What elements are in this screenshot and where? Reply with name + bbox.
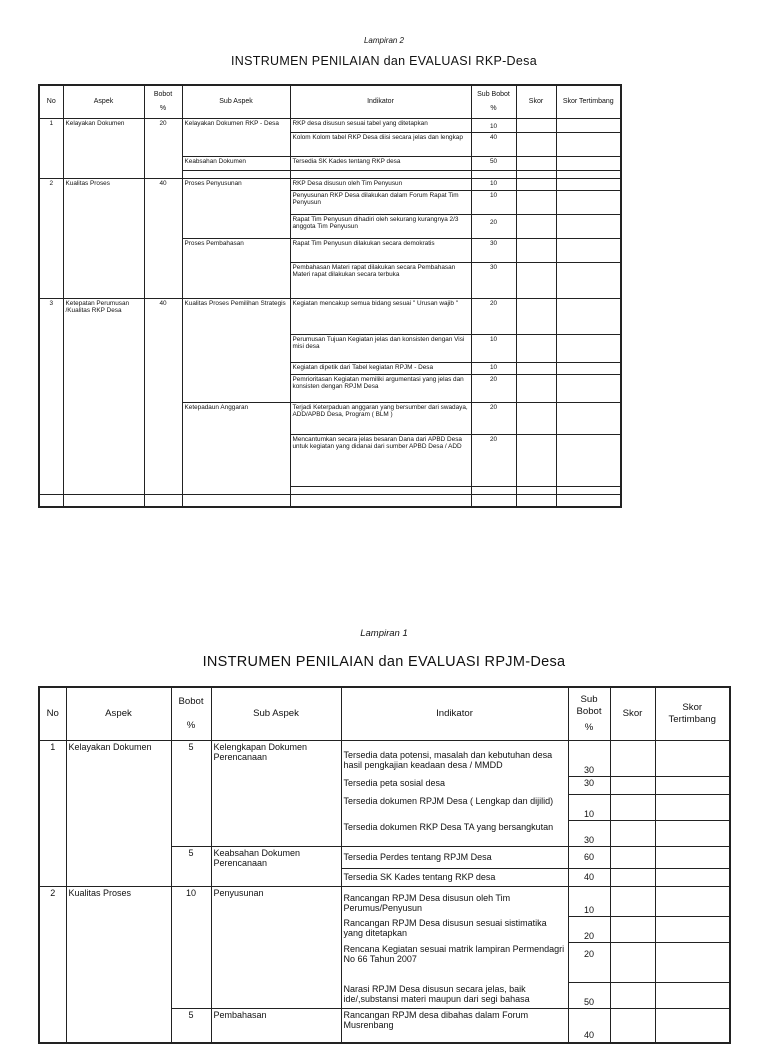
cell-aspek: Kualitas Proses bbox=[63, 179, 144, 299]
cell-sub-bobot: 20 bbox=[568, 917, 610, 943]
cell-sub-bobot: 10 bbox=[568, 795, 610, 821]
cell-sub-bobot: 20 bbox=[471, 375, 516, 403]
cell-indikator: Rapat Tim Penyusun dihadiri oleh sekurang kurangnya 2/3 anggota Tim Penyusun bbox=[290, 215, 471, 239]
cell-skor bbox=[610, 741, 655, 777]
cell-skor-tertimbang bbox=[655, 795, 730, 821]
cell-skor bbox=[516, 363, 556, 375]
cell-sub-bobot: 40 bbox=[568, 869, 610, 887]
cell-indikator: Tersedia Perdes tentang RPJM Desa bbox=[341, 847, 568, 869]
cell-skor bbox=[610, 777, 655, 795]
cell-sub-aspek: Keabsahan Dokumen bbox=[182, 157, 290, 171]
cell-bobot: 10 bbox=[171, 887, 211, 1009]
cell-sub-aspek: Pembahasan bbox=[211, 1009, 341, 1043]
cell-indikator: Penyusunan RKP Desa dilakukan dalam Forum Rapat Tim Penyusun bbox=[290, 191, 471, 215]
cell-indikator: Rancangan RPJM Desa disusun oleh Tim Perumus/Penyusun bbox=[341, 887, 568, 917]
cell-sub-bobot: 20 bbox=[471, 215, 516, 239]
cell-indikator: Rapat Tim Penyusun dilakukan secara demokratis bbox=[290, 239, 471, 263]
rkp-evaluation-table bbox=[38, 84, 622, 508]
cell-skor-tertimbang bbox=[655, 983, 730, 1009]
cell-indikator: Rencana Kegiatan sesuai matrik lampiran Permendagri No 66 Tahun 2007 bbox=[341, 943, 568, 983]
cell-skor-tertimbang bbox=[655, 741, 730, 777]
cell-skor-tertimbang bbox=[556, 191, 621, 215]
cell-skor-tertimbang bbox=[655, 887, 730, 917]
cell-indikator: Tersedia peta sosial desa bbox=[341, 777, 568, 795]
cell-skor-tertimbang bbox=[556, 435, 621, 487]
cell-sub-bobot: 10 bbox=[471, 179, 516, 191]
header-skor: Skor bbox=[610, 687, 655, 741]
cell-skor bbox=[516, 335, 556, 363]
cell-sub-bobot: 10 bbox=[568, 887, 610, 917]
cell-sub-aspek: Kelayakan Dokumen RKP - Desa bbox=[182, 119, 290, 157]
cell-no: 1 bbox=[39, 119, 63, 179]
document-title-1: INSTRUMEN PENILAIAN dan EVALUASI RKP-Desa bbox=[231, 54, 537, 68]
cell-skor bbox=[516, 403, 556, 435]
lampiran-label-1: Lampiran 2 bbox=[363, 36, 405, 45]
cell-skor-tertimbang bbox=[655, 821, 730, 847]
cell-skor bbox=[610, 943, 655, 983]
cell-skor bbox=[516, 435, 556, 487]
cell-skor bbox=[516, 299, 556, 335]
cell-skor bbox=[516, 215, 556, 239]
header-aspek: Aspek bbox=[66, 687, 171, 741]
cell-sub-bobot: 30 bbox=[568, 821, 610, 847]
cell-sub-bobot: 60 bbox=[568, 847, 610, 869]
cell-sub-aspek: Kelengkapan Dokumen Perencanaan bbox=[211, 741, 341, 847]
cell-sub-bobot: 30 bbox=[471, 239, 516, 263]
cell-sub-bobot: 10 bbox=[471, 335, 516, 363]
header-skor-tertimbang: Skor Tertimbang bbox=[556, 85, 621, 119]
cell-skor-tertimbang bbox=[556, 179, 621, 191]
cell-skor bbox=[610, 983, 655, 1009]
header-indikator: Indikator bbox=[341, 687, 568, 741]
cell-indikator: Tersedia data potensi, masalah dan kebutuhan desa hasil pengkajian keadaan desa / MMDD bbox=[341, 741, 568, 777]
header-sub-aspek: Sub Aspek bbox=[211, 687, 341, 741]
cell-sub-bobot: 10 bbox=[471, 191, 516, 215]
cell-skor-tertimbang bbox=[556, 363, 621, 375]
cell-indikator: Terjadi Keterpaduan anggaran yang bersumber dari swadaya, ADD/APBD Desa, Program ( BLM ) bbox=[290, 403, 471, 435]
header-skor: Skor bbox=[516, 85, 556, 119]
table-header-row bbox=[39, 85, 621, 119]
cell-bobot: 20 bbox=[144, 119, 182, 179]
cell-skor-tertimbang bbox=[655, 869, 730, 887]
cell-skor bbox=[610, 1009, 655, 1043]
cell-sub-bobot: 40 bbox=[568, 1009, 610, 1043]
header-indikator: Indikator bbox=[290, 85, 471, 119]
cell-indikator: Rancangan RPJM desa dibahas dalam Forum Musrenbang bbox=[341, 1009, 568, 1043]
table-row bbox=[39, 887, 730, 917]
cell-skor bbox=[610, 847, 655, 869]
cell-skor-tertimbang bbox=[556, 299, 621, 335]
cell-skor bbox=[610, 917, 655, 943]
cell-skor bbox=[610, 795, 655, 821]
header-bobot: Bobot % bbox=[171, 687, 211, 741]
cell-skor bbox=[516, 133, 556, 157]
cell-indikator: Tersedia dokumen RKP Desa TA yang bersangkutan bbox=[341, 821, 568, 847]
header-bobot: Bobot % bbox=[144, 85, 182, 119]
cell-indikator: Pembahasan Materi rapat dilakukan secara Pembahasan Materi rapat dilakukan secara terbuka bbox=[290, 263, 471, 299]
cell-sub-bobot: 50 bbox=[471, 157, 516, 171]
cell-indikator: RKP Desa disusun oleh Tim Penyusun bbox=[290, 179, 471, 191]
header-sub-aspek: Sub Aspek bbox=[182, 85, 290, 119]
cell-indikator: Narasi RPJM Desa disusun secara jelas, baik ide/,substansi materi maupun dari segi bahasa bbox=[341, 983, 568, 1009]
cell-indikator: RKP desa disusun sesuai tabel yang ditetapkan bbox=[290, 119, 471, 133]
cell-skor bbox=[516, 157, 556, 171]
cell-skor-tertimbang bbox=[655, 847, 730, 869]
cell-skor bbox=[516, 263, 556, 299]
table-row bbox=[39, 299, 621, 335]
cell-skor bbox=[516, 375, 556, 403]
header-skor-tertimbang: Skor Tertimbang bbox=[655, 687, 730, 741]
cell-skor-tertimbang bbox=[655, 777, 730, 795]
cell-skor-tertimbang bbox=[556, 119, 621, 133]
cell-skor-tertimbang bbox=[556, 263, 621, 299]
cell-sub-bobot: 20 bbox=[568, 943, 610, 983]
cell-skor bbox=[516, 179, 556, 191]
header-no: No bbox=[39, 85, 63, 119]
cell-sub-bobot: 30 bbox=[568, 741, 610, 777]
cell-bobot: 5 bbox=[171, 741, 211, 847]
cell-indikator: Kolom Kolom tabel RKP Desa diisi secara jelas dan lengkap bbox=[290, 133, 471, 157]
cell-indikator: Kegiatan dipetik dari Tabel kegiatan RPJM - Desa bbox=[290, 363, 471, 375]
cell-skor-tertimbang bbox=[655, 1009, 730, 1043]
cell-aspek: Kualitas Proses bbox=[66, 887, 171, 1043]
cell-bobot: 40 bbox=[144, 179, 182, 299]
lampiran-label-2: Lampiran 1 bbox=[360, 628, 408, 639]
cell-indikator: Perumusan Tujuan Kegiatan jelas dan konsisten dengan Visi misi desa bbox=[290, 335, 471, 363]
cell-indikator: Tersedia SK Kades tentang RKP desa bbox=[341, 869, 568, 887]
cell-aspek: Kelayakan Dokumen bbox=[63, 119, 144, 179]
cell-skor-tertimbang bbox=[556, 335, 621, 363]
header-sub-bobot: Sub Bobot % bbox=[568, 687, 610, 741]
empty-footer-row bbox=[39, 495, 621, 507]
cell-skor-tertimbang bbox=[556, 215, 621, 239]
table-row bbox=[39, 119, 621, 133]
cell-sub-bobot: 50 bbox=[568, 983, 610, 1009]
cell-skor-tertimbang bbox=[556, 133, 621, 157]
cell-sub-aspek: Keabsahan Dokumen Perencanaan bbox=[211, 847, 341, 887]
cell-sub-bobot: 10 bbox=[471, 363, 516, 375]
cell-indikator: Pemrioritasan Kegiatan memiliki argumentasi yang jelas dan konsisten dengan RPJM Desa bbox=[290, 375, 471, 403]
table-row bbox=[39, 741, 730, 777]
cell-sub-aspek: Ketepadaun Anggaran bbox=[182, 403, 290, 495]
cell-no: 2 bbox=[39, 887, 66, 1043]
header-aspek: Aspek bbox=[63, 85, 144, 119]
cell-skor bbox=[516, 191, 556, 215]
header-sub-bobot: Sub Bobot % bbox=[471, 85, 516, 119]
cell-sub-aspek: Proses Penyusunan bbox=[182, 179, 290, 239]
cell-skor bbox=[516, 119, 556, 133]
cell-no: 2 bbox=[39, 179, 63, 299]
cell-bobot: 5 bbox=[171, 1009, 211, 1043]
cell-sub-bobot: 30 bbox=[568, 777, 610, 795]
cell-bobot: 5 bbox=[171, 847, 211, 887]
cell-skor bbox=[610, 869, 655, 887]
cell-indikator: Kegiatan mencakup semua bidang sesuai " Urusan wajib " bbox=[290, 299, 471, 335]
cell-sub-bobot: 20 bbox=[471, 435, 516, 487]
cell-skor-tertimbang bbox=[655, 917, 730, 943]
cell-sub-aspek: Penyusunan bbox=[211, 887, 341, 1009]
cell-sub-bobot: 20 bbox=[471, 403, 516, 435]
table-row bbox=[39, 179, 621, 191]
cell-indikator: Mencantumkan secara jelas besaran Dana dari APBD Desa untuk kegiatan yang didanai dari sumber APBD Desa / ADD bbox=[290, 435, 471, 487]
cell-indikator: Rancangan RPJM Desa disusun sesuai sistimatika yang ditetapkan bbox=[341, 917, 568, 943]
cell-sub-aspek: Kualitas Proses Pemilihan Strategis bbox=[182, 299, 290, 403]
cell-no: 1 bbox=[39, 741, 66, 887]
cell-indikator: Tersedia SK Kades tentang RKP desa bbox=[290, 157, 471, 171]
cell-sub-bobot: 10 bbox=[471, 119, 516, 133]
rpjm-evaluation-table bbox=[38, 686, 731, 1044]
cell-skor-tertimbang bbox=[556, 239, 621, 263]
cell-indikator: Tersedia dokumen RPJM Desa ( Lengkap dan dijilid) bbox=[341, 795, 568, 821]
cell-aspek: Ketepatan Perumusan /Kualitas RKP Desa bbox=[63, 299, 144, 495]
cell-bobot: 40 bbox=[144, 299, 182, 495]
cell-aspek: Kelayakan Dokumen bbox=[66, 741, 171, 887]
cell-skor bbox=[610, 887, 655, 917]
cell-skor bbox=[516, 239, 556, 263]
cell-sub-bobot: 30 bbox=[471, 263, 516, 299]
header-no: No bbox=[39, 687, 66, 741]
cell-no: 3 bbox=[39, 299, 63, 495]
cell-skor-tertimbang bbox=[556, 157, 621, 171]
cell-skor-tertimbang bbox=[556, 375, 621, 403]
cell-sub-aspek: Proses Pembahasan bbox=[182, 239, 290, 299]
table-header-row bbox=[39, 687, 730, 741]
cell-skor-tertimbang bbox=[556, 403, 621, 435]
cell-sub-bobot: 40 bbox=[471, 133, 516, 157]
cell-skor-tertimbang bbox=[655, 943, 730, 983]
cell-skor bbox=[610, 821, 655, 847]
document-title-2: INSTRUMEN PENILAIAN dan EVALUASI RPJM-Desa bbox=[202, 654, 566, 670]
cell-sub-bobot: 20 bbox=[471, 299, 516, 335]
